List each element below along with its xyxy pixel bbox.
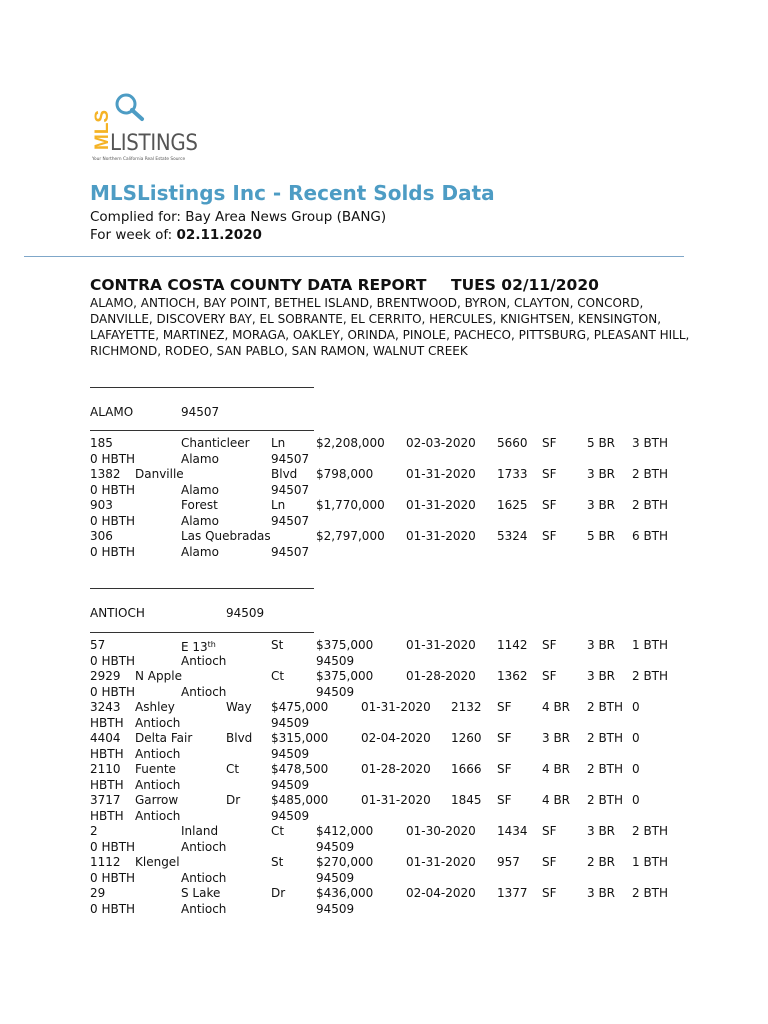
street-name: Inland [181, 824, 219, 838]
property-type: SF [542, 529, 557, 543]
price: $375,000 [316, 638, 374, 652]
bathrooms: 1 BTH [632, 638, 669, 652]
bathrooms: 3 BTH [632, 436, 669, 450]
sale-date: 01-31-2020 [406, 467, 476, 481]
property-type: SF [542, 436, 557, 450]
street-number: 903 [90, 498, 113, 512]
section-zip: 94507 [181, 405, 220, 419]
city: Alamo [181, 514, 219, 528]
zip: 94509 [316, 871, 355, 885]
street-name: S Lake [181, 886, 221, 900]
price: $798,000 [316, 467, 374, 481]
street-name: Klengel [135, 855, 180, 869]
compiled-for: Complied for: Bay Area News Group (BANG) [90, 209, 387, 225]
bathrooms: 2 BTH [587, 762, 624, 776]
sqft: 2132 [451, 700, 482, 714]
zip: 94509 [316, 902, 355, 916]
logo-tagline: Your Northern California Real Estate Source [92, 157, 186, 162]
price: $475,000 [271, 700, 329, 714]
report-date: TUES 02/11/2020 [451, 276, 599, 294]
property-type: SF [542, 855, 557, 869]
bedrooms: 2 BR [587, 855, 616, 869]
half-baths: 0 HBTH [90, 452, 136, 466]
price: $478,500 [271, 762, 329, 776]
bedrooms: 4 BR [542, 700, 571, 714]
bedrooms: 4 BR [542, 762, 571, 776]
half-baths: 0 HBTH [90, 902, 136, 916]
sale-date: 01-31-2020 [361, 793, 431, 807]
street-type: Ln [271, 436, 286, 450]
price: $2,208,000 [316, 436, 385, 450]
bathrooms: 2 BTH [632, 886, 669, 900]
bedrooms: 3 BR [542, 731, 571, 745]
bedrooms: 5 BR [587, 529, 616, 543]
bedrooms: 3 BR [587, 498, 616, 512]
city-list: ALAMO, ANTIOCH, BAY POINT, BETHEL ISLAND, BRENTWOOD, BYRON, CLAYTON, CONCORD, DANVILLE, DISCOVERY BAY, EL SOBRANTE, EL CERRITO, HERCULES, KNIGHTSEN, KENSINGTON, LAFAYETTE, MARTINEZ, MORAGA, OAKLEY, ORINDA, PINOLE, PACHECO, PITTSBURG, PLEASANT HILL, RICHMOND, RODEO, SAN PABLO, SAN RAMON, WALNUT CREEK [90, 296, 690, 358]
sqft: 1362 [497, 669, 528, 683]
street-type: Ct [271, 669, 285, 683]
half-baths-count: 0 [632, 793, 640, 807]
half-baths: 0 HBTH [90, 871, 136, 885]
week-label: For week of: [90, 227, 177, 243]
zip: 94507 [271, 514, 310, 528]
street-number: 1112 [90, 855, 121, 869]
sale-date: 01-31-2020 [406, 498, 476, 512]
section-city: ALAMO [90, 405, 134, 419]
city: Antioch [135, 716, 181, 730]
price: $412,000 [316, 824, 374, 838]
bathrooms: 1 BTH [632, 855, 669, 869]
zip: 94509 [316, 685, 355, 699]
sqft: 1666 [451, 762, 482, 776]
week-of [90, 227, 262, 243]
half-baths: HBTH [90, 747, 124, 761]
price: $315,000 [271, 731, 329, 745]
sqft: 1142 [497, 638, 528, 652]
city: Antioch [181, 654, 227, 668]
sqft: 5660 [497, 436, 528, 450]
sale-date: 01-28-2020 [406, 669, 476, 683]
city: Alamo [181, 545, 219, 559]
half-baths-count: 0 [632, 731, 640, 745]
zip: 94509 [316, 840, 355, 854]
street-name: Chanticleer [181, 436, 250, 450]
street-name: Ashley [135, 700, 175, 714]
property-type: SF [542, 886, 557, 900]
mls-listings-logo [88, 92, 218, 164]
street-type: Dr [271, 886, 286, 900]
street-type: Ln [271, 498, 286, 512]
property-type: SF [542, 638, 557, 652]
street-type: St [271, 855, 284, 869]
zip: 94507 [271, 483, 310, 497]
street-name-text: E 13 [181, 640, 208, 654]
street-number: 29 [90, 886, 106, 900]
sqft: 1434 [497, 824, 528, 838]
bathrooms: 2 BTH [587, 793, 624, 807]
section-divider [90, 632, 314, 633]
bedrooms: 3 BR [587, 669, 616, 683]
street-number: 1382 [90, 467, 121, 481]
half-baths-count: 0 [632, 762, 640, 776]
half-baths: 0 HBTH [90, 545, 136, 559]
street-number: 2110 [90, 762, 121, 776]
header-divider [24, 256, 684, 257]
section-zip: 94509 [226, 606, 265, 620]
street-type: Ct [271, 824, 285, 838]
price: $436,000 [316, 886, 374, 900]
property-type: SF [497, 731, 512, 745]
property-type: SF [542, 498, 557, 512]
zip: 94509 [271, 716, 310, 730]
bedrooms: 3 BR [587, 886, 616, 900]
city: Alamo [181, 452, 219, 466]
sale-date: 01-31-2020 [406, 638, 476, 652]
section-divider [90, 387, 314, 388]
half-baths: HBTH [90, 716, 124, 730]
city: Antioch [135, 747, 181, 761]
street-type: Blvd [271, 467, 298, 481]
sale-date: 01-31-2020 [406, 529, 476, 543]
street-name [181, 638, 216, 654]
sqft: 5324 [497, 529, 528, 543]
page-title: MLSListings Inc - Recent Solds Data [90, 181, 495, 205]
sale-date: 01-28-2020 [361, 762, 431, 776]
city: Antioch [181, 840, 227, 854]
bathrooms: 2 BTH [632, 824, 669, 838]
half-baths: 0 HBTH [90, 685, 136, 699]
price: $485,000 [271, 793, 329, 807]
bedrooms: 3 BR [587, 824, 616, 838]
bedrooms: 3 BR [587, 638, 616, 652]
bedrooms: 5 BR [587, 436, 616, 450]
bathrooms: 2 BTH [587, 731, 624, 745]
street-name: Las Quebradas [181, 529, 271, 543]
price: $2,797,000 [316, 529, 385, 543]
property-type: SF [497, 700, 512, 714]
street-type: Dr [226, 793, 241, 807]
street-name: N Apple [135, 669, 182, 683]
week-value: 02.11.2020 [176, 227, 262, 243]
street-type: Blvd [226, 731, 253, 745]
sale-date: 01-30-2020 [406, 824, 476, 838]
property-type: SF [542, 824, 557, 838]
report-title: CONTRA COSTA COUNTY DATA REPORT [90, 276, 427, 294]
property-type: SF [542, 467, 557, 481]
street-number: 2929 [90, 669, 121, 683]
zip: 94509 [316, 654, 355, 668]
street-number: 4404 [90, 731, 121, 745]
street-name: Delta Fair [135, 731, 193, 745]
street-type: Way [226, 700, 252, 714]
city: Antioch [181, 685, 227, 699]
half-baths: 0 HBTH [90, 514, 136, 528]
street-name: Fuente [135, 762, 176, 776]
bathrooms: 2 BTH [632, 467, 669, 481]
zip: 94509 [271, 778, 310, 792]
ordinal-suffix: th [207, 640, 216, 649]
bedrooms: 4 BR [542, 793, 571, 807]
sale-date: 02-03-2020 [406, 436, 476, 450]
logo-mls-text: MLS [92, 109, 113, 150]
city: Antioch [135, 778, 181, 792]
logo-listings-text: LISTINGS [110, 131, 198, 156]
property-type: SF [497, 793, 512, 807]
street-number: 57 [90, 638, 106, 652]
sale-date: 02-04-2020 [361, 731, 431, 745]
section-city: ANTIOCH [90, 606, 145, 620]
street-type: St [271, 638, 284, 652]
street-number: 3717 [90, 793, 121, 807]
half-baths: HBTH [90, 809, 124, 823]
zip: 94509 [271, 809, 310, 823]
street-type: Ct [226, 762, 240, 776]
city: Antioch [135, 809, 181, 823]
street-number: 185 [90, 436, 113, 450]
city: Antioch [181, 902, 227, 916]
street-name: Forest [181, 498, 218, 512]
sqft: 1733 [497, 467, 528, 481]
price: $1,770,000 [316, 498, 385, 512]
sqft: 1260 [451, 731, 482, 745]
price: $375,000 [316, 669, 374, 683]
half-baths: 0 HBTH [90, 654, 136, 668]
bathrooms: 2 BTH [632, 669, 669, 683]
bathrooms: 2 BTH [632, 498, 669, 512]
sqft: 1625 [497, 498, 528, 512]
section-divider [90, 430, 314, 431]
street-number: 2 [90, 824, 98, 838]
bedrooms: 3 BR [587, 467, 616, 481]
price: $270,000 [316, 855, 374, 869]
sale-date: 02-04-2020 [406, 886, 476, 900]
half-baths-count: 0 [632, 700, 640, 714]
street-name: Garrow [135, 793, 179, 807]
bathrooms: 6 BTH [632, 529, 669, 543]
sqft: 1845 [451, 793, 482, 807]
street-name: Danville [135, 467, 184, 481]
city: Antioch [181, 871, 227, 885]
street-number: 306 [90, 529, 113, 543]
zip: 94507 [271, 452, 310, 466]
half-baths: 0 HBTH [90, 840, 136, 854]
half-baths: HBTH [90, 778, 124, 792]
zip: 94507 [271, 545, 310, 559]
sale-date: 01-31-2020 [361, 700, 431, 714]
property-type: SF [542, 669, 557, 683]
bathrooms: 2 BTH [587, 700, 624, 714]
property-type: SF [497, 762, 512, 776]
sqft: 1377 [497, 886, 528, 900]
zip: 94509 [271, 747, 310, 761]
street-number: 3243 [90, 700, 121, 714]
sale-date: 01-31-2020 [406, 855, 476, 869]
city: Alamo [181, 483, 219, 497]
sqft: 957 [497, 855, 520, 869]
section-divider [90, 588, 314, 589]
half-baths: 0 HBTH [90, 483, 136, 497]
